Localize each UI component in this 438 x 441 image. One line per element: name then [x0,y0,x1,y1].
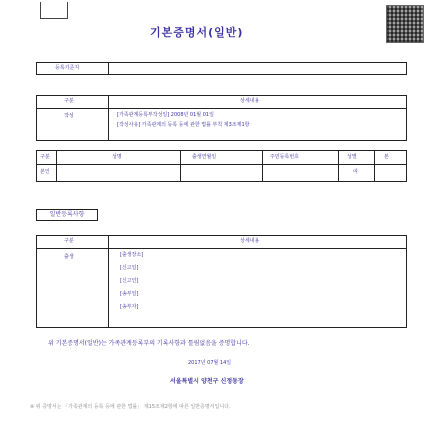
section1-detail-line1: [가족관계등록부작성일] 2008년 01월 01일 [117,112,214,118]
person-col-division: 구분 [40,154,50,160]
section1-table [36,95,407,141]
section2-col-type: 구분 [64,238,74,244]
footer-note: ※ 위 증명서는 「가족관계의 등록 등에 관한 법률」 제15조제2항에 따른 일반증명서입니다. [30,404,231,410]
person-col-origin: 본 [384,154,389,160]
section2-item: [송부일] [120,291,139,297]
issue-date: 2017년 07월 14일 [188,360,232,366]
section1-col-detail: 상세내용 [240,98,260,104]
section2-col-detail: 상세내용 [240,238,260,244]
section1-col-type: 구분 [64,98,74,104]
section2-label: 일반등록사항 [36,209,98,221]
section2-row-type: 출생 [64,254,74,260]
section2-item: [송부자] [120,304,139,310]
person-sex-value: 여 [353,169,358,175]
section2-item: [신고인] [120,278,139,284]
section2-item: [신고일] [120,265,139,271]
section2-item: [출생장소] [120,252,144,258]
issuer-name: 서울특별시 양천구 신정동장 [170,378,244,385]
registry-label: 등록기준지 [55,65,80,71]
person-col-name: 성명 [112,154,122,160]
corner-stamp-mark [40,2,68,19]
registry-row [36,62,407,75]
section1-detail-line2: [작성사유] 가족관계의 등록 등에 관한 법률 부칙 제3조제1항 [117,122,250,128]
person-col-birth: 출생연월일 [192,154,217,160]
certify-text: 위 기본증명서(일반)는 가족관계등록부의 기록사항과 틀림없음을 증명합니다. [48,340,250,347]
person-row-label: 본인 [40,169,50,175]
section1-row-type: 작성 [64,113,74,119]
person-col-id: 주민등록번호 [270,154,299,160]
person-col-sex: 성별 [347,154,357,160]
document-title: 기본증명서(일반) [150,26,244,39]
barcode-image [386,5,424,43]
